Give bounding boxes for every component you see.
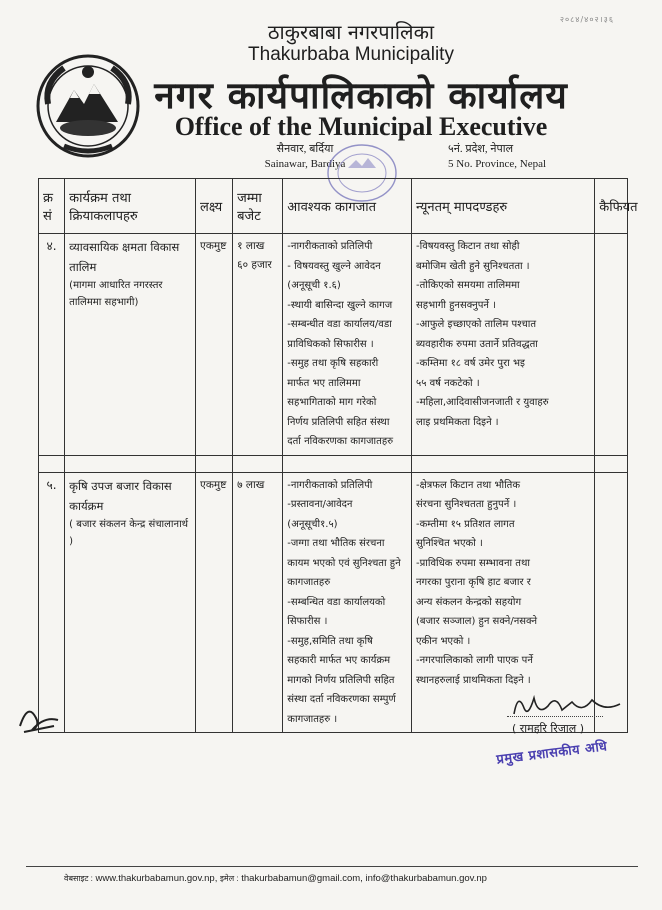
cell-line: -प्राविधिक रुपमा सम्भावना तथा	[416, 557, 530, 569]
row-program	[65, 234, 196, 456]
cell-line: (बजार सञ्जाल) हुन सक्ने/नसक्ने	[416, 616, 538, 627]
address-english: Sainawar, Bardiya	[264, 158, 346, 170]
cell-line: -सम्बन्धीत वडा कार्यालय/वडा	[287, 319, 392, 330]
cell-line: -सम्बन्धित वडा कार्यालयको	[287, 596, 386, 608]
row-required-docs	[283, 472, 412, 733]
cell-line: -महिला,आदिवासीजनजाती र युवाहरु	[416, 397, 549, 408]
reference-number: २०८४/४०२।३६	[559, 15, 614, 24]
cell-line: दर्ता नविकरणका कागजातहरु	[287, 436, 394, 447]
header-budget: जम्मा बजेट	[233, 179, 283, 234]
header-program: कार्यक्रम तथा क्रियाकलापहरु	[65, 179, 196, 234]
footer	[64, 873, 487, 884]
cell-line: मार्फत भए तालिममा	[287, 377, 361, 389]
email-link[interactable]: thakurbabamun@gmail.com, info@thakurbabamun.gov.np	[241, 873, 487, 884]
row-min-criteria	[412, 234, 595, 456]
row-required-docs	[283, 234, 412, 456]
cell-line: -कम्तीमा १५ प्रतिशत लागत	[416, 518, 515, 530]
office-name-english: Office of the Municipal Executive	[174, 112, 548, 141]
cell-line: -स्थायी बासिन्दा खुल्ने कागज	[287, 299, 393, 311]
program-title: व्यावसायिक क्षमता विकास तालिम	[69, 240, 180, 274]
table-row	[39, 234, 628, 456]
cell-line: संरचना सुनिश्चतता हुनुपर्ने ।	[416, 499, 517, 510]
cell-line: -आफुले इच्छाएको तालिम पश्चात	[416, 319, 537, 330]
cell-line: -प्रस्तावना/आवेदन	[287, 499, 353, 510]
cell-line: -जग्गा तथा भौतिक संरचना	[287, 538, 385, 549]
header-remarks: कैफियत	[595, 179, 628, 234]
email-label: इमेल :	[220, 874, 239, 883]
cell-line: (अनूसूची१.५)	[287, 518, 338, 530]
address-nepali: सैनवार, बर्दिया	[276, 143, 334, 155]
cell-line: कायम भएको एवं सुनिश्चता हुने	[287, 557, 401, 569]
cell-line: -क्षेत्रफल किटान तथा भौतिक	[416, 479, 521, 491]
cell-line: ब्यवहारीक रुपमा उतार्ने प्रतिवद्धता	[416, 338, 538, 350]
header-serial: क्र सं	[39, 179, 65, 234]
row-remarks	[595, 234, 628, 456]
cell-line: -कम्तिमा १८ वर्ष उमेर पुरा भइ	[416, 358, 525, 369]
program-title: कृषि उपज बजार विकास कार्यक्रम	[69, 478, 172, 513]
cell-line: -समुह तथा कृषि सहकारी	[287, 358, 379, 369]
cell-line: स्थानहरुलाई प्राथमिकता दिइने ।	[416, 674, 531, 686]
cell-line: बमोजिम खेती हुने सुनिश्चतता ।	[416, 260, 530, 272]
row-target: एकमुष्ट	[196, 234, 233, 456]
row-budget: १ लाख ६० हजार	[233, 234, 283, 456]
province-english: 5 No. Province, Nepal	[448, 158, 547, 170]
cell-line: अन्य संकलन केन्द्रको सहयोग	[416, 596, 522, 608]
cell-line: निर्णय प्रतिलिपी सहित संस्था	[287, 416, 390, 428]
signature-line	[507, 716, 603, 717]
cell-line: कागजातहरु	[287, 577, 331, 588]
cell-line: सुनिश्चित भएको ।	[416, 538, 483, 549]
cell-line: प्राविधिकको सिफारीस ।	[287, 338, 374, 350]
header-target: लक्ष्य	[196, 179, 233, 234]
cell-line: ५५ वर्ष नकटेको ।	[416, 377, 480, 389]
footer-divider	[26, 866, 638, 867]
cell-line: - विषयवस्तु खुल्ने आवेदन	[287, 260, 381, 272]
table-spacer-row	[39, 455, 628, 472]
cell-line: -नागरीकताको प्रतिलिपी	[287, 241, 373, 252]
cell-line: -तोकिएको समयमा तालिममा	[416, 280, 520, 291]
office-name-nepali: नगर कार्यपालिकाको कार्यालय	[154, 74, 568, 117]
cell-line: लाइ प्रथमिकता दिइने ।	[416, 416, 499, 428]
row-serial: ४.	[39, 234, 65, 456]
initials-signature-icon	[14, 696, 64, 736]
cell-line: एकीन भएको ।	[416, 635, 471, 647]
program-table	[38, 178, 638, 733]
cell-line: कागजातहरु ।	[287, 713, 338, 725]
row-program	[65, 472, 196, 733]
cell-line: -नागरीकताको प्रतिलिपी	[287, 479, 373, 491]
signer-name: ( रामहरि रिजाल )	[512, 722, 585, 735]
cell-line: -नगरपालिकाको लागी पाएक पर्ने	[416, 655, 533, 666]
program-note: ( बजार संकलन केन्द्र संचालानार्थ )	[69, 518, 189, 547]
website-link[interactable]: www.thakurbabamun.gov.np,	[95, 873, 218, 884]
website-label: वेबसाइट :	[64, 874, 93, 883]
table-header-row	[39, 179, 628, 234]
cell-line: सहभागिताको माग गरेको	[287, 397, 377, 408]
cell-line: (अनूसूची १.६)	[287, 280, 341, 291]
cell-line: -विषयवस्तु किटान तथा सोही	[416, 241, 520, 252]
province-block	[448, 142, 578, 172]
municipality-name-nepali: ठाकुरबाबा नगरपालिका	[267, 20, 435, 44]
cell-line: सिफारीस ।	[287, 616, 328, 627]
province-nepali: ५नं. प्रदेश, नेपाल	[448, 143, 514, 155]
header-required-docs: आवश्यक कागजात	[283, 179, 412, 234]
cell-line: नगरका पुराना कृषि हाट बजार र	[416, 577, 531, 588]
program-note: (मागमा आधारित नगरस्तर तालिममा सहभागी)	[69, 280, 163, 308]
cell-line: सहकारी मार्फत भए कार्यक्रम	[287, 655, 391, 666]
row-budget: ७ लाख	[233, 472, 283, 733]
cell-line: -समुह,समिति तथा कृषि	[287, 635, 373, 647]
cell-line: संस्था दर्ता नविकरणका सम्पुर्ण	[287, 694, 396, 705]
cell-line: सहभागी हुनसक्नुपर्ने ।	[416, 299, 496, 311]
cell-line: मागको निर्णय प्रतिलिपी सहित	[287, 674, 395, 686]
municipality-name-english: Thakurbaba Municipality	[248, 44, 454, 65]
cao-stamp: प्रमुख प्रशासकीय अधि	[495, 739, 609, 768]
row-target: एकमुष्ट	[196, 472, 233, 733]
header-min-criteria: न्यूनतम् मापदण्डहरु	[412, 179, 595, 234]
row-serial: ५.	[39, 472, 65, 733]
